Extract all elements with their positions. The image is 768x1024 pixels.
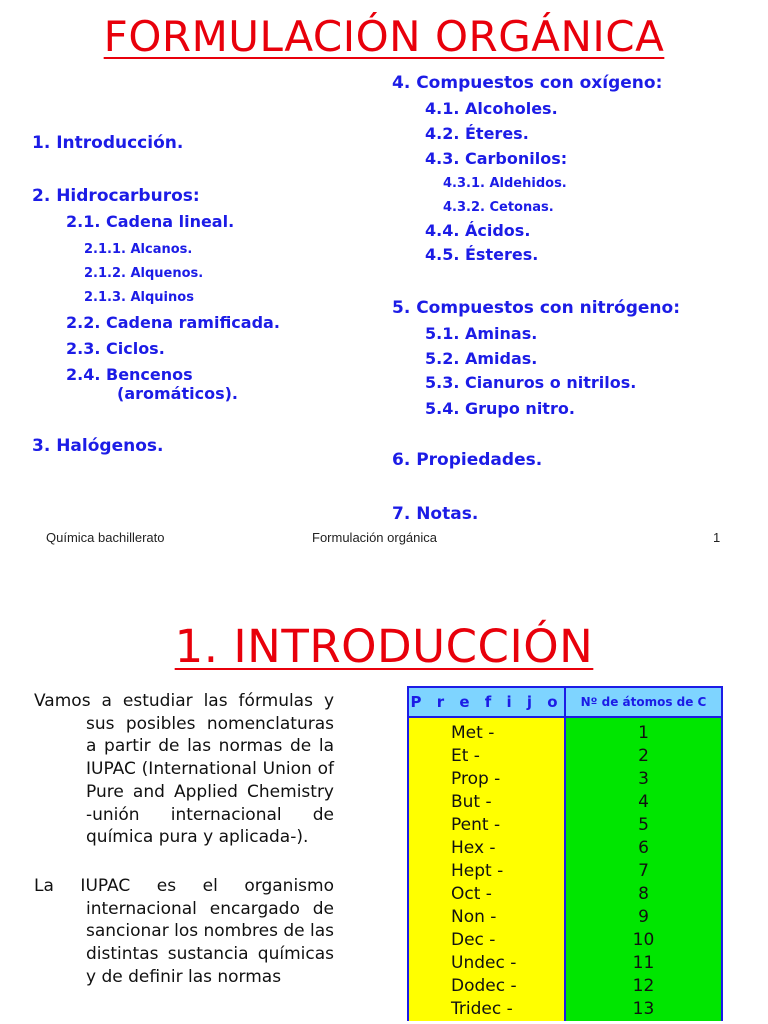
- carbon-count-cell: 11: [565, 952, 722, 975]
- toc-item: 5.1. Aminas.: [425, 324, 538, 343]
- table-row: [408, 791, 722, 814]
- footer-course: Química bachillerato: [46, 530, 165, 545]
- table-row: [408, 745, 722, 768]
- toc-item: 2.1.2. Alquenos.: [84, 266, 204, 281]
- toc-item: 5. Compuestos con nitrógeno:: [392, 298, 681, 318]
- carbon-count-cell: 1: [565, 717, 722, 745]
- prefix-table: [407, 686, 723, 1021]
- carbon-count-cell: 6: [565, 837, 722, 860]
- toc-item: 1. Introducción.: [32, 133, 184, 153]
- carbon-count-cell: 7: [565, 860, 722, 883]
- carbon-count-cell: 4: [565, 791, 722, 814]
- carbon-count-cell: 2: [565, 745, 722, 768]
- carbon-count-cell: 10: [565, 929, 722, 952]
- toc-item: 2. Hidrocarburos:: [32, 186, 200, 206]
- toc-item: 2.2. Cadena ramificada.: [66, 313, 280, 332]
- table-row: [408, 837, 722, 860]
- intro-paragraph: La IUPAC es el organismo internacional encargado de sancionar los nombres de las distintas sustancia químicas y de definir las normas: [34, 875, 335, 987]
- toc-item: 2.1.1. Alcanos.: [84, 242, 193, 257]
- prefix-cell: Non -: [408, 906, 565, 929]
- table-row: [408, 975, 722, 998]
- table-row: [408, 929, 722, 952]
- prefix-cell: Et -: [408, 745, 565, 768]
- table-row: [408, 952, 722, 975]
- table-header-row: [408, 687, 722, 717]
- slide-title: 1. INTRODUCCIÓN: [174, 620, 594, 673]
- toc-item: 6. Propiedades.: [392, 450, 543, 470]
- prefix-cell: Dec -: [408, 929, 565, 952]
- prefix-cell: Oct -: [408, 883, 565, 906]
- toc-item: 2.1.3. Alquinos: [84, 290, 194, 305]
- prefix-cell: Tridec -: [408, 998, 565, 1021]
- table-row: [408, 860, 722, 883]
- intro-text: [34, 690, 334, 1014]
- carbon-count-cell: 3: [565, 768, 722, 791]
- toc-item: 7. Notas.: [392, 504, 479, 524]
- toc-item: (aromáticos).: [117, 384, 238, 403]
- prefix-cell: Dodec -: [408, 975, 565, 998]
- toc-item: 4.4. Ácidos.: [425, 221, 531, 240]
- carbon-count-cell: 9: [565, 906, 722, 929]
- prefix-cell: Pent -: [408, 814, 565, 837]
- footer-page-number: 1: [713, 530, 721, 545]
- toc-item: 2.1. Cadena lineal.: [66, 212, 235, 231]
- toc-item: 4.2. Éteres.: [425, 124, 529, 143]
- footer-topic: Formulación orgánica: [312, 530, 438, 545]
- slide-2: [0, 578, 768, 1024]
- table-row: [408, 717, 722, 745]
- table-row: [408, 768, 722, 791]
- intro-paragraph: Vamos a estudiar las fórmulas y sus posibles nomenclaturas a partir de las normas de la IUPAC (International Union of Pure and Applied Chemistry -unión internacional de química pura y aplicada-).: [34, 691, 334, 848]
- table-row: [408, 814, 722, 837]
- toc-item: 4.5. Ésteres.: [425, 245, 539, 264]
- toc-item: 4. Compuestos con oxígeno:: [392, 73, 663, 93]
- carbon-count-cell: 13: [565, 998, 722, 1021]
- toc-item: 4.3.2. Cetonas.: [443, 200, 554, 215]
- prefix-cell: But -: [408, 791, 565, 814]
- table-row: [408, 883, 722, 906]
- header-prefix: P r e f i j o: [408, 687, 565, 717]
- toc-item: 4.3. Carbonilos:: [425, 149, 568, 168]
- toc-item: 4.3.1. Aldehidos.: [443, 176, 567, 191]
- slide-title: FORMULACIÓN ORGÁNICA: [103, 12, 665, 61]
- table-row: [408, 906, 722, 929]
- prefix-cell: Hept -: [408, 860, 565, 883]
- toc-item: 2.4. Bencenos: [66, 365, 193, 384]
- toc-item: 2.3. Ciclos.: [66, 339, 165, 358]
- prefix-cell: Prop -: [408, 768, 565, 791]
- table-row: [408, 998, 722, 1021]
- toc-item: 3. Halógenos.: [32, 436, 164, 456]
- carbon-count-cell: 5: [565, 814, 722, 837]
- toc-item: 5.2. Amidas.: [425, 349, 538, 368]
- toc-item: 5.3. Cianuros o nitrilos.: [425, 373, 637, 392]
- toc-item: 5.4. Grupo nitro.: [425, 399, 575, 418]
- toc-item: 4.1. Alcoholes.: [425, 99, 558, 118]
- prefix-cell: Met -: [408, 717, 565, 745]
- prefix-cell: Undec -: [408, 952, 565, 975]
- header-carbon-count: Nº de átomos de C: [565, 687, 722, 717]
- prefix-table-body: [408, 717, 722, 1021]
- carbon-count-cell: 8: [565, 883, 722, 906]
- carbon-count-cell: 12: [565, 975, 722, 998]
- prefix-cell: Hex -: [408, 837, 565, 860]
